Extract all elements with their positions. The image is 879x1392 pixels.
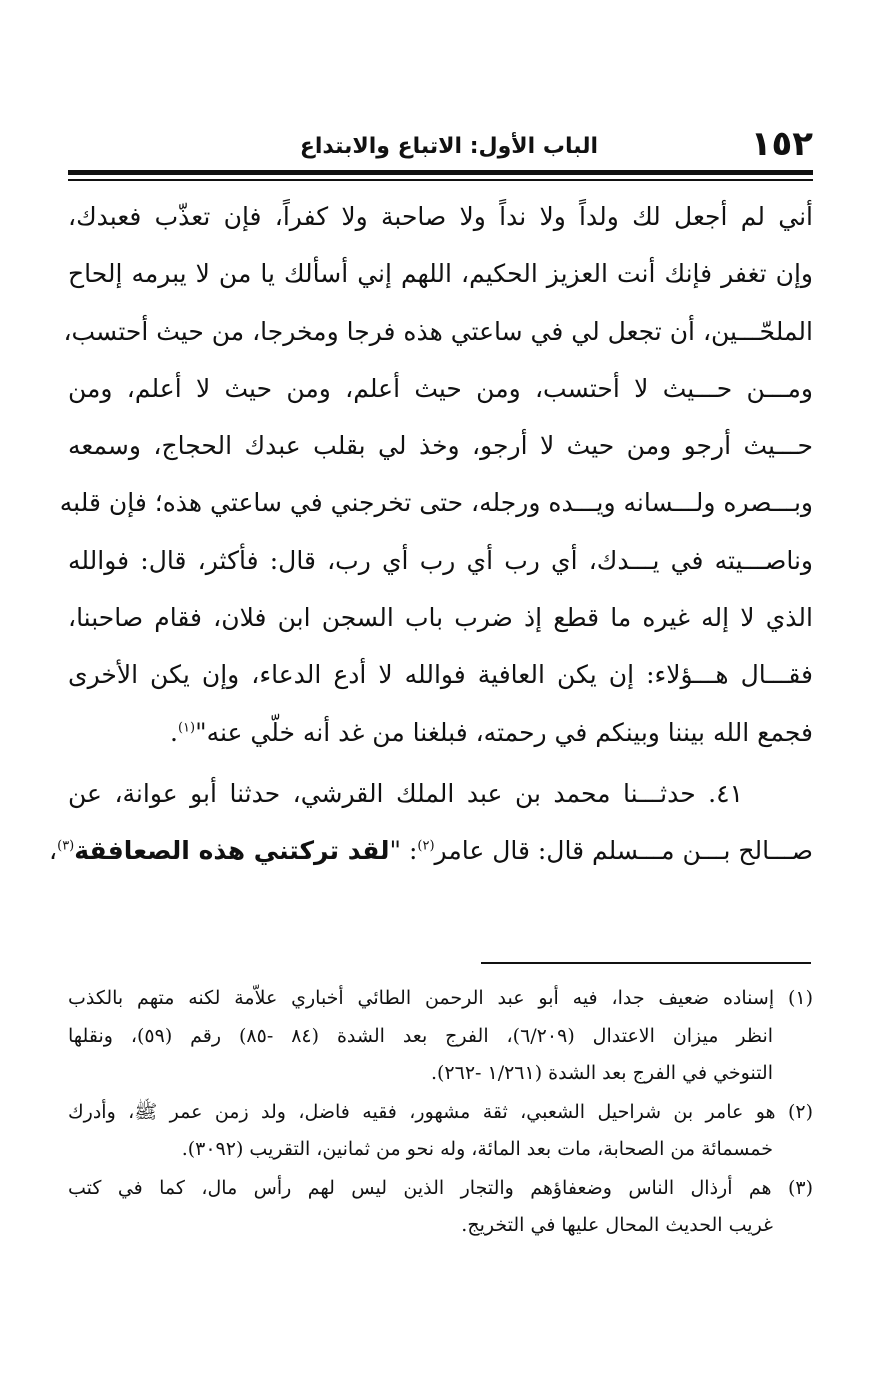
header-rule-thin bbox=[68, 179, 813, 181]
footnote-1-line: انظر ميزان الاعتدال (٦/٢٠٩)، الفرج بعد الشدة (٨٤ -٨٥) رقم (٥٩)، ونقلها bbox=[68, 1024, 774, 1047]
body-line-last-end: . bbox=[169, 717, 178, 747]
body-line: وإن تغفر فإنك أنت العزيز الحكيم، اللهم إني أسألك يا من لا يبرمه إلحاح bbox=[68, 259, 814, 289]
footnote-1-line: التنوخي في الفرج بعد الشدة (١/٢٦١ -٢٦٢). bbox=[430, 1062, 773, 1084]
footnote-ref-3[interactable]: (٣) bbox=[57, 838, 75, 854]
body-line: أني لم أجعل لك ولداً ولا نداً ولا صاحبة ولا كفراً، فإن تعذّب فعبدك، bbox=[68, 202, 813, 231]
footnote-3-line: غريب الحديث المحال عليها في التخريج. bbox=[461, 1214, 773, 1236]
footnote-2-line: (٢) هو عامر بن شراحيل الشعبي، ثقة مشهور، فقيه فاضل، ولد زمن عمر ﷺ، وأدرك bbox=[68, 1100, 813, 1123]
header-rule-thick bbox=[68, 170, 813, 175]
footnote-2-line: خمسمائة من الصحابة، مات بعد المائة، وله نحو من ثمانين، التقريب (٣٠٩٢). bbox=[181, 1138, 773, 1160]
para41-end: ، bbox=[49, 836, 58, 866]
body-line: وبـــصره ولـــسانه ويـــده ورجله، حتى تخرجني في ساعتي هذه؛ فإن قلبه bbox=[59, 488, 813, 518]
body-line-last bbox=[68, 704, 813, 761]
footnote-1-line: (١) إسناده ضعيف جدا، فيه أبو عبد الرحمن الطائي أخباري علاّمة لكنه متهم بالكذب bbox=[68, 987, 813, 1009]
body-line: الذي لا إله غيره ما قطع إذ ضرب باب السجن ابن فلان، فقام صاحبنا، bbox=[68, 603, 813, 633]
running-title: الباب الأول: الاتباع والابتداع bbox=[299, 134, 598, 159]
page-number: ١٥٢ bbox=[750, 124, 813, 164]
footnotes bbox=[68, 980, 813, 1245]
footnote-3-line: (٣) هم أرذال الناس وضعفاؤهم والتجار الذين ليس لهم رأس مال، كما في كتب bbox=[68, 1176, 813, 1199]
running-header bbox=[68, 118, 813, 170]
main-text bbox=[49, 188, 814, 880]
footnote-ref-1[interactable]: (١) bbox=[177, 720, 196, 736]
footnote-ref-2[interactable]: (٢) bbox=[417, 838, 435, 854]
body-line: ومـــن حـــيث لا أحتسب، ومن حيث أعلم، ومن حيث لا أعلم، ومن bbox=[68, 373, 813, 403]
body-line: وناصـــيته في يـــدك، أي رب أي رب أي رب، قال: فأكثر، قال: فوالله bbox=[68, 545, 813, 575]
para41-mid: : " bbox=[389, 836, 418, 866]
para41-start: صـــالح بـــن مـــسلم قال: قال عامر bbox=[434, 836, 813, 866]
footnote-separator bbox=[481, 962, 811, 964]
body-line: حـــيث أرجو ومن حيث لا أرجو، وخذ لي بقلب عبدك الحجاج، وسمعه bbox=[68, 431, 813, 461]
para41-bold-quote: لقد تركتني هذه الصعافقة bbox=[74, 836, 390, 866]
body-line: فقـــال هـــؤلاء: إن يكن العافية فوالله لا أدع الدعاء، وإن يكن الأخرى bbox=[68, 660, 813, 690]
paragraph-41-line-2 bbox=[49, 822, 813, 879]
paragraph-41-line-1: ٤١. حدثـــنا محمد بن عبد الملك القرشي، حدثنا أبو عوانة، عن bbox=[68, 778, 743, 808]
body-line: الملحّـــين، أن تجعل لي في ساعتي هذه فرجا ومخرجا، من حيث أحتسب، bbox=[63, 316, 813, 346]
body-line-last-text: فجمع الله بيننا وبينكم في رحمته، فبلغنا من غد أنه خلّي عنه" bbox=[195, 717, 813, 747]
